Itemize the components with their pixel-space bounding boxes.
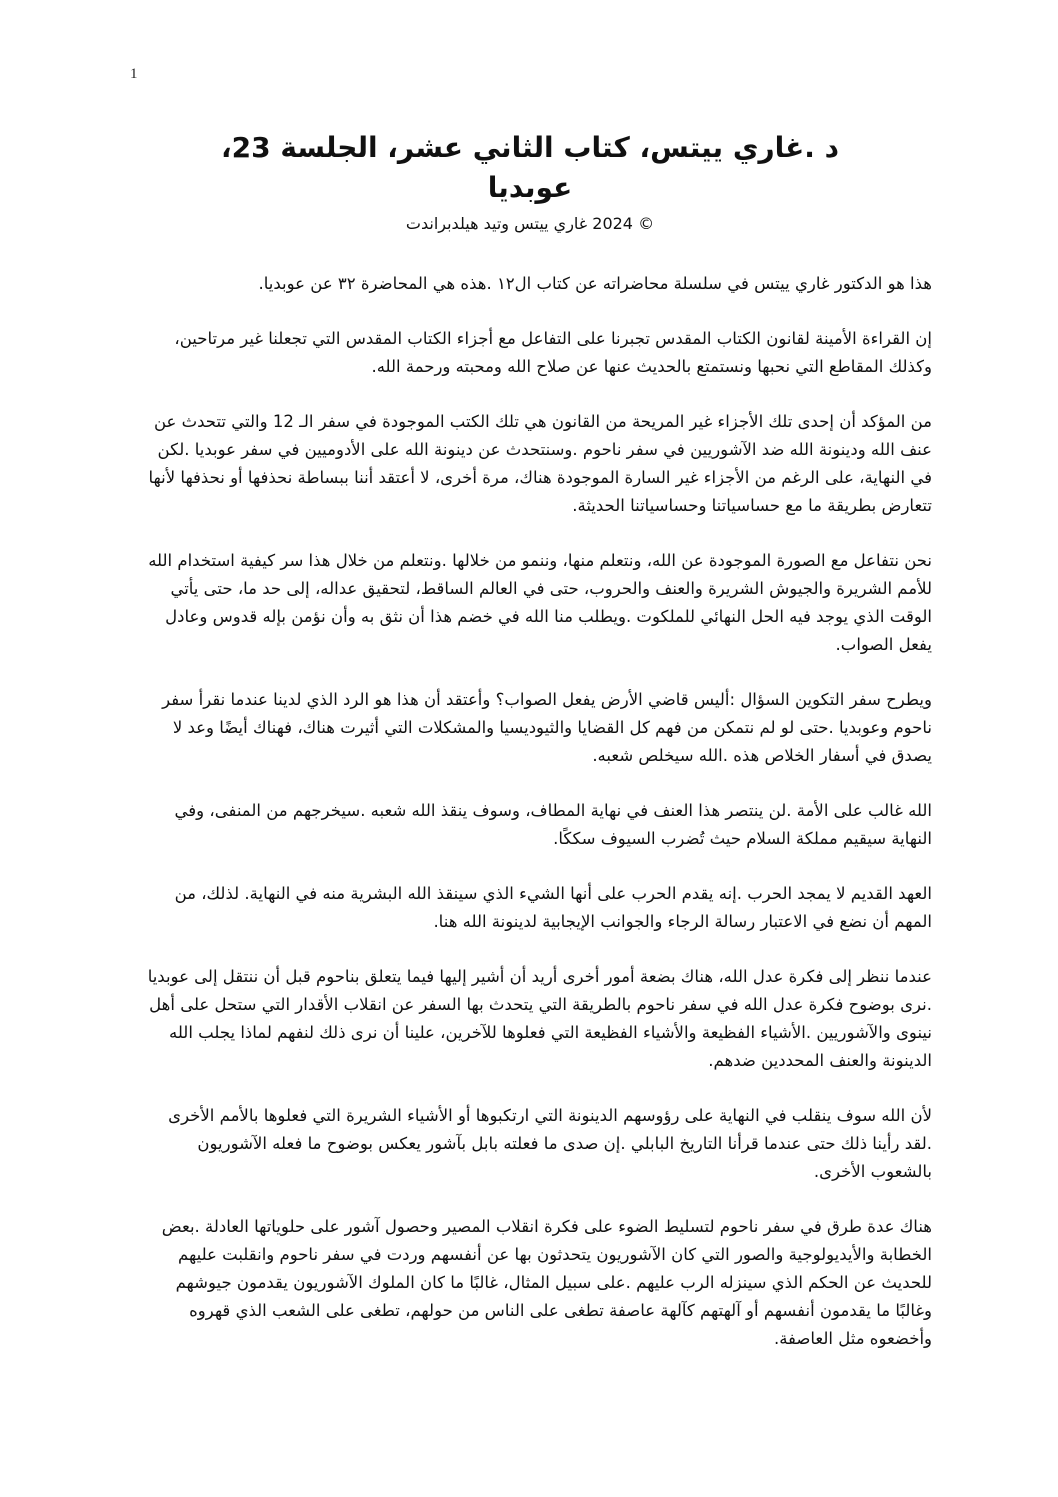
document-title-line-1: د .غاري ييتس، كتاب الثاني عشر، الجلسة 23، bbox=[221, 131, 839, 164]
paragraph-1: هذا هو الدكتور غاري ييتس في سلسلة محاضراته عن كتاب ال١٢ .هذه هي المحاضرة ٣٢ عن عوبديا. bbox=[258, 274, 932, 293]
paragraph-3: من المؤكد أن إحدى تلك الأجزاء غير المريحة من القانون هي تلك الكتب الموجودة في سفر الـ 12 والتي تتحدث عن عنف الله ودينونة الله ضد الآشوريين في سفر ناحوم .وسنتحدث عن دينونة الله على الأدوميين في سفر عوبديا .لكن في النهاية، على الرغم من الأجزاء غير السارة الموجودة هناك، مرة أخرى، لا أعتقد أننا ببساطة نحذفها أو نحذفها لأنها تتعارض بطريقة ما مع حساسياتنا وحساسياتنا الحديثة. bbox=[148, 412, 932, 515]
paragraph-8: عندما ننظر إلى فكرة عدل الله، هناك بضعة أمور أخرى أريد أن أشير إليها فيما يتعلق بناحوم قبل أن ننتقل إلى عوبديا .نرى بوضوح فكرة عدل الله في سفر ناحوم بالطريقة التي يتحدث بها السفر عن انقلاب الأقدار التي ستحل على أهل نينوى والآشوريين .الأشياء الفظيعة والأشياء الفظيعة التي فعلوها للآخرين، علينا أن نرى ذلك لنفهم لماذا يجلب الله الدينونة والعنف المحددين ضدهم. bbox=[147, 967, 932, 1070]
page-number: 1 bbox=[130, 66, 138, 82]
paragraph-9: لأن الله سوف ينقلب في النهاية على رؤوسهم الدينونة التي ارتكبوها أو الأشياء الشريرة التي فعلوها بالأمم الأخرى .لقد رأينا ذلك حتى عندما قرأنا التاريخ البابلي .إن صدى ما فعلته بابل بآشور يعكس بوضوح ما فعله الآشوريون بالشعوب الأخرى. bbox=[168, 1106, 932, 1181]
copyright-line: © 2024 غاري ييتس وتيد هيلدبراندت bbox=[405, 214, 655, 233]
document-title-line-2: عوبديا bbox=[487, 171, 573, 204]
paragraph-5: ويطرح سفر التكوين السؤال :أليس قاضي الأرض يفعل الصواب؟ وأعتقد أن هذا هو الرد الذي لدينا عندما نقرأ سفر ناحوم وعوبديا .حتى لو لم نتمكن من فهم كل القضايا والثيوديسيا والمشكلات التي أثيرت هناك، فهناك أيضًا وعد لا يصدق في أسفار الخلاص هذه .الله سيخلص شعبه. bbox=[162, 690, 932, 765]
paragraph-10: هناك عدة طرق في سفر ناحوم لتسليط الضوء على فكرة انقلاب المصير وحصول آشور على حلوياتها العادلة .بعض الخطابة والأيديولوجية والصور التي كان الآشوريون يتحدثون بها عن أنفسهم وردت في سفر ناحوم وانقلبت عليهم للحديث عن الحكم الذي سينزله الرب عليهم .على سبيل المثال، غالبًا ما كان الملوك الآشوريون يقدمون جيوشهم وغالبًا ما يقدمون أنفسهم أو آلهتهم كآلهة عاصفة تطغى على الناس من حولهم، تطغى على الشعب الذي قهروه وأخضعوه مثل العاصفة. bbox=[161, 1217, 932, 1348]
paragraph-7: العهد القديم لا يمجد الحرب .إنه يقدم الحرب على أنها الشيء الذي سينقذ الله البشرية منه في النهاية. لذلك، من المهم أن نضع في الاعتبار رسالة الرجاء والجوانب الإيجابية لدينونة الله هنا. bbox=[174, 884, 932, 931]
document-header bbox=[140, 128, 920, 236]
paragraph-6: الله غالب على الأمة .لن ينتصر هذا العنف في نهاية المطاف، وسوف ينقذ الله شعبه .سيخرجهم من المنفى، وفي النهاية سيقيم مملكة السلام حيث تُضرب السيوف سككًا. bbox=[174, 801, 932, 848]
paragraph-4: نحن نتفاعل مع الصورة الموجودة عن الله، ونتعلم منها، وننمو من خلالها .ونتعلم من خلال هذا سر كيفية استخدام الله للأمم الشريرة والجيوش الشريرة والعنف والحروب، حتى في العالم الساقط، لتحقيق عداله، إلى حد ما، حتى يأتي الوقت الذي يوجد فيه الحل النهائي للملكوت .ويطلب منا الله في خضم هذا أن نثق به وأن نؤمن بإله قدوس وعادل يفعل الصواب. bbox=[148, 551, 932, 654]
paragraph-2: إن القراءة الأمينة لقانون الكتاب المقدس تجبرنا على التفاعل مع أجزاء الكتاب المقدس التي تجعلنا غير مرتاحين، وكذلك المقاطع التي نحبها ونستمتع بالحديث عنها عن صلاح الله ومحبته ورحمة الله. bbox=[174, 329, 932, 376]
document-body bbox=[136, 270, 932, 1380]
